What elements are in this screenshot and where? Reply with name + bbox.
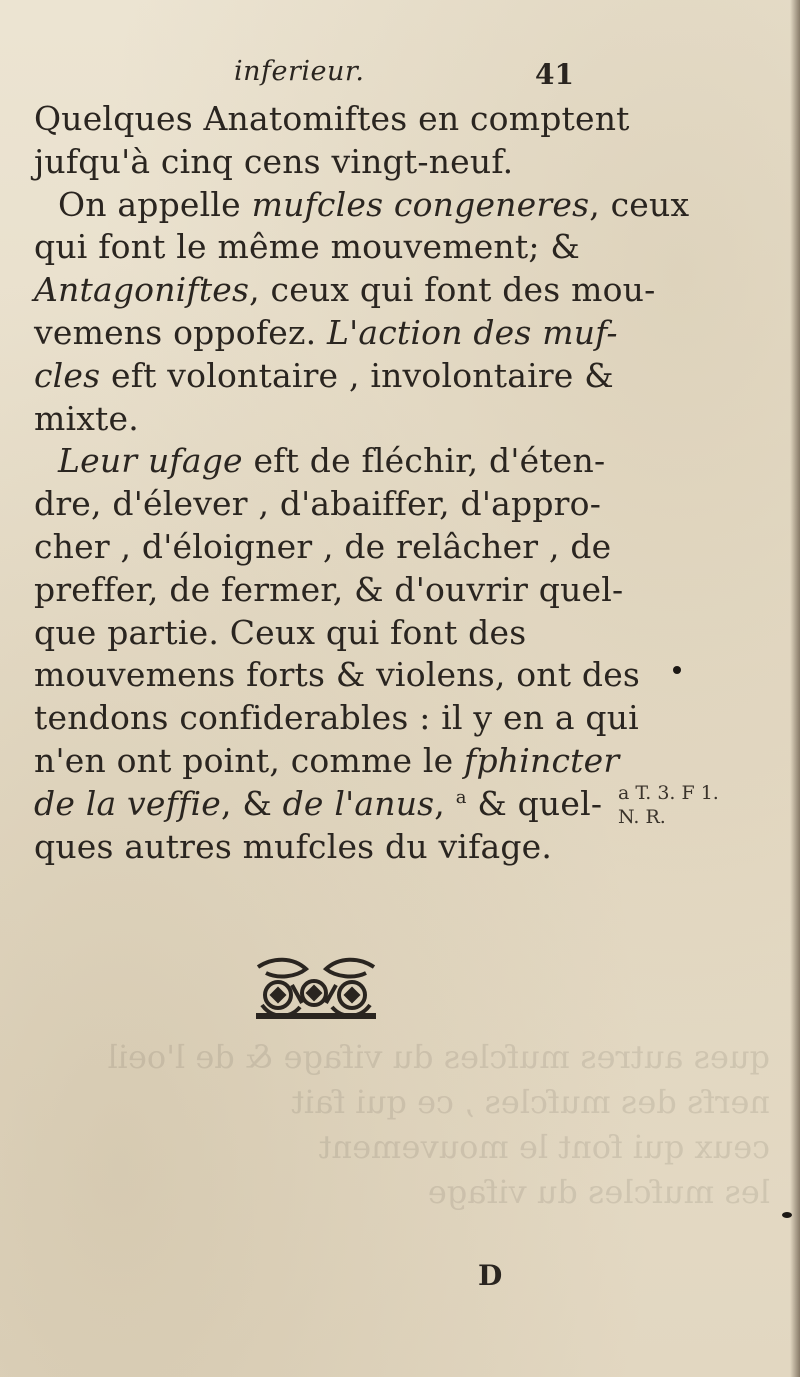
text-line: preffer, de fermer, & d'ouvrir quel- <box>34 569 624 609</box>
text-line: n'en ont point, comme le fphincter <box>34 740 620 780</box>
italic-term: Leur ufage <box>58 441 243 481</box>
text-line: cles eft volontaire , involontaire & <box>34 355 614 395</box>
text-line: cher , d'éloigner , de relâcher , de <box>34 526 612 566</box>
signature-mark: D <box>478 1259 503 1292</box>
text-line: Quelques Anatomiftes en comptent <box>34 99 630 138</box>
text-line: que partie. Ceux qui font des <box>34 612 527 652</box>
text-line: mixte. <box>34 398 139 438</box>
page-header <box>34 56 574 96</box>
ink-spot <box>673 666 681 674</box>
running-head: inferieur. <box>234 56 365 87</box>
italic-term: de la veffie <box>34 783 221 823</box>
text-line: de la veffie, & de l'anus, $^a$ & quel- <box>34 783 603 823</box>
italic-term: de l'anus <box>282 783 435 823</box>
italic-term: fphincter <box>464 740 620 780</box>
text-line: Antagoniftes, ceux qui font des mou- <box>34 270 656 310</box>
italic-term: cles <box>34 355 101 395</box>
page-edge-shadow <box>790 0 800 1377</box>
text-line: tendons confiderables : il y en a qui <box>34 698 639 738</box>
text-line: On appelle mufcles congeneres, ceux <box>58 184 690 224</box>
margin-note <box>618 781 788 829</box>
text-line: jufqu'à cinq cens vingt-neuf. <box>34 141 514 181</box>
page-number: 41 <box>535 58 574 91</box>
margin-note-line: a T. 3. F 1. <box>618 782 719 804</box>
ink-spot <box>782 1212 792 1218</box>
footnote-reference: a <box>455 786 467 808</box>
text-line: vemens oppofez. L'action des muf- <box>34 312 618 352</box>
text-line: dre, d'élever , d'abaiffer, d'appro- <box>34 484 602 524</box>
text-line: ques autres mufcles du vifage. <box>34 826 553 866</box>
bleed-through-text: ques autres mufcles du vifage & de l'oeil nerfs des mufcles , ce qui fait ceux qui font le mouvement les mufcles du vifage <box>107 1038 770 1211</box>
text-line: mouvemens forts & violens, ont des <box>34 655 641 695</box>
margin-note-line: N. R. <box>618 806 666 828</box>
italic-term: L'action des muf- <box>326 312 618 352</box>
fleuron-ornament-icon <box>248 955 384 1025</box>
text-line: qui font le même mouvement; & <box>34 227 580 267</box>
italic-term: mufcles congeneres <box>251 184 590 224</box>
italic-term: Antagoniftes <box>34 270 250 310</box>
text-line: Leur ufage eft de fléchir, d'éten- <box>58 441 606 481</box>
